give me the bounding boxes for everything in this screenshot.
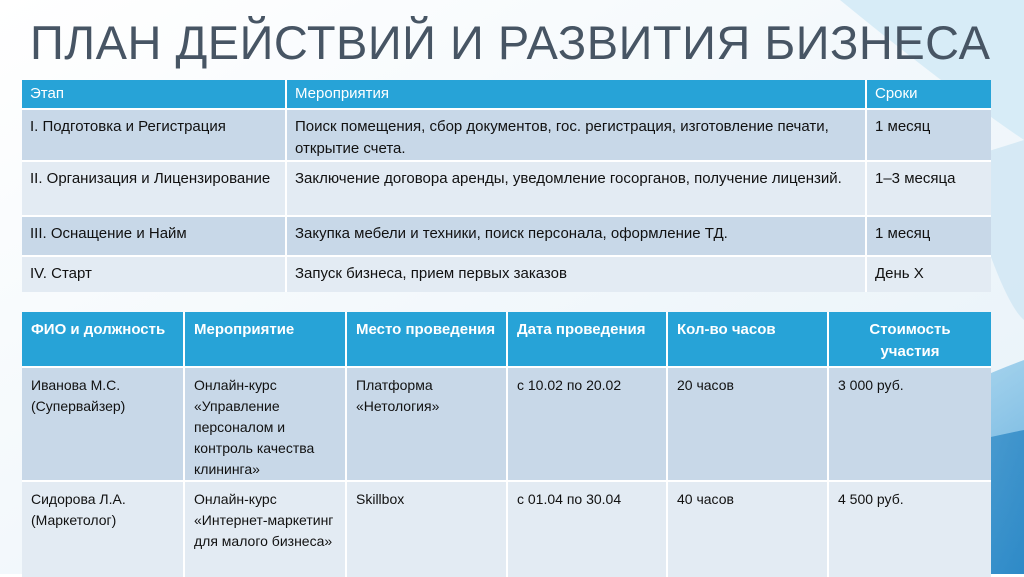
action-plan-table (22, 80, 991, 292)
table-cell: IV. Старт (22, 256, 286, 292)
column-header-event: Мероприятие (184, 312, 346, 367)
table-cell: III. Оснащение и Найм (22, 216, 286, 256)
table-cell: II. Организация и Лицензирование (22, 161, 286, 216)
column-header-name-position: ФИО и должность (22, 312, 184, 367)
table-cell: 1 месяц (866, 109, 991, 161)
column-header-terms: Сроки (866, 80, 991, 109)
column-header-hours: Кол-во часов (667, 312, 828, 367)
table-cell: 4 500 руб. (828, 481, 991, 577)
table-cell: Платформа «Нетология» (346, 367, 507, 481)
table-header-row (22, 312, 991, 367)
table-cell: 1 месяц (866, 216, 991, 256)
table-cell: с 10.02 по 20.02 (507, 367, 667, 481)
page-title: ПЛАН ДЕЙСТВИЙ И РАЗВИТИЯ БИЗНЕСА (30, 16, 991, 69)
table-cell: День Х (866, 256, 991, 292)
table-row (22, 256, 991, 292)
table-cell: Skillbox (346, 481, 507, 577)
table-cell: Иванова М.С. (Супервайзер) (22, 367, 184, 481)
table-cell: 1–3 месяца (866, 161, 991, 216)
table-row (22, 109, 991, 161)
table-cell: 20 часов (667, 367, 828, 481)
table-cell: 3 000 руб. (828, 367, 991, 481)
column-header-venue: Место проведения (346, 312, 507, 367)
table-cell: 40 часов (667, 481, 828, 577)
table-row (22, 481, 991, 577)
table-cell: I. Подготовка и Регистрация (22, 109, 286, 161)
column-header-cost: Стоимость участия (828, 312, 991, 367)
column-header-stage: Этап (22, 80, 286, 109)
table-row (22, 216, 991, 256)
table-cell: с 01.04 по 30.04 (507, 481, 667, 577)
table-cell: Онлайн-курс «Интернет-маркетинг для малого бизнеса» (184, 481, 346, 577)
training-table (22, 312, 991, 577)
table-row (22, 367, 991, 481)
table-cell: Поиск помещения, сбор документов, гос. регистрация, изготовление печати, открытие счета. (286, 109, 866, 161)
table-cell: Закупка мебели и техники, поиск персонала, оформление ТД. (286, 216, 866, 256)
table-cell: Сидорова Л.А. (Маркетолог) (22, 481, 184, 577)
column-header-date: Дата проведения (507, 312, 667, 367)
column-header-activities: Мероприятия (286, 80, 866, 109)
table-cell: Заключение договора аренды, уведомление госорганов, получение лицензий. (286, 161, 866, 216)
table-row (22, 161, 991, 216)
table-header-row (22, 80, 991, 109)
table-cell: Онлайн-курс «Управление персоналом и контроль качества клининга» (184, 367, 346, 481)
table-cell: Запуск бизнеса, прием первых заказов (286, 256, 866, 292)
